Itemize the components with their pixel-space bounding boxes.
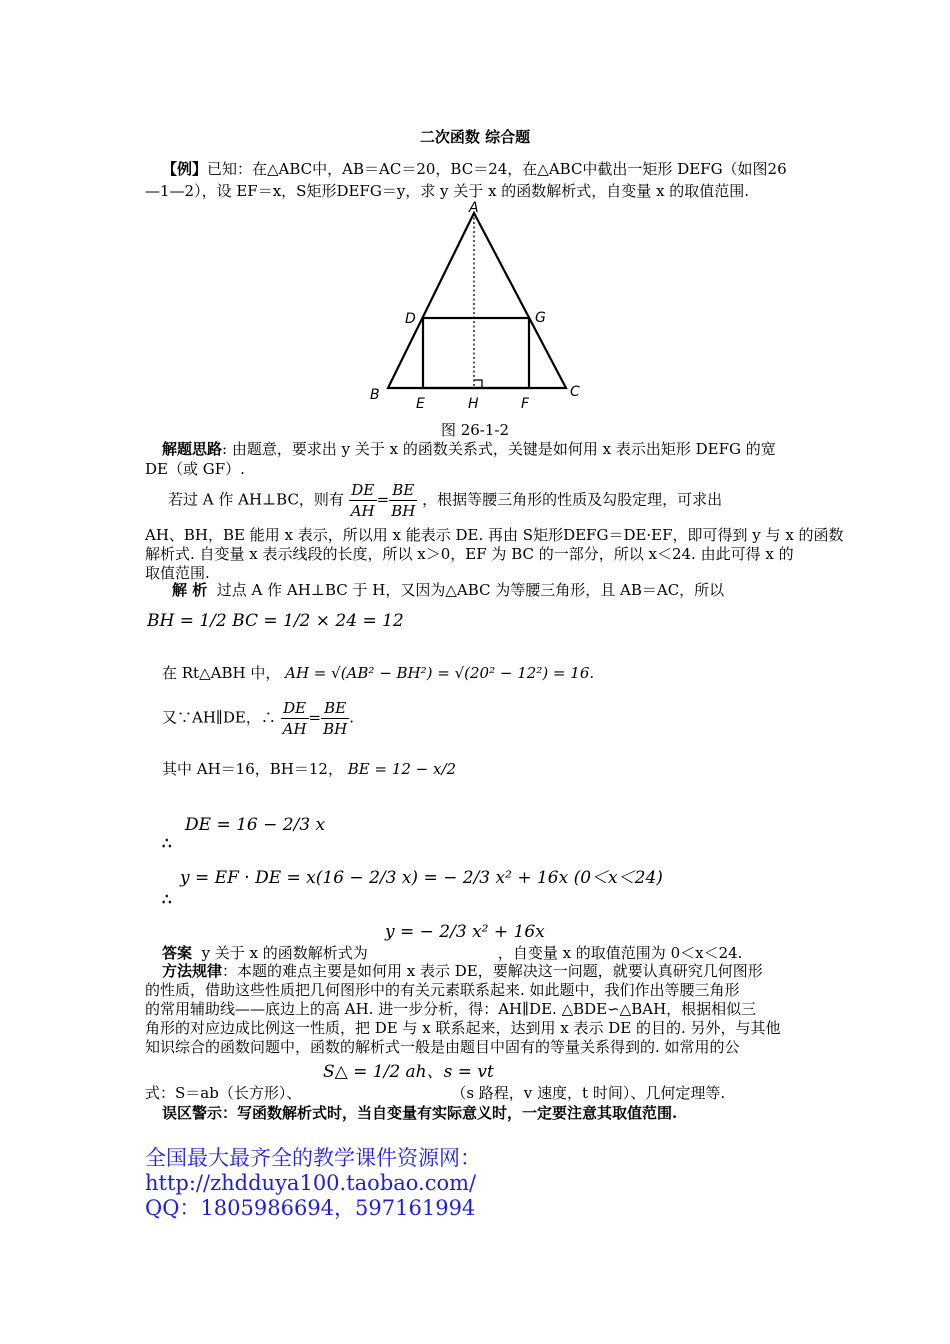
- be-equation: BE = 12 − x/2: [347, 760, 457, 778]
- label-b: B: [370, 387, 380, 403]
- example-line1: [162, 160, 787, 179]
- warning-line: [162, 1104, 677, 1123]
- y-equation: y = EF · DE = x(16 − 2/3 x) = − 2/3 x² + 16x (0＜x＜24): [180, 868, 663, 888]
- frac2-num-be: BE: [321, 698, 349, 719]
- fraction-de-ah-2: [281, 698, 309, 739]
- footer-link[interactable]: http://zhdduya100.taobao.com/: [145, 1171, 477, 1195]
- label-f: F: [521, 396, 530, 412]
- label-d: D: [405, 311, 416, 327]
- thinking-text-p2d: 取值范围.: [145, 564, 210, 582]
- footer-qq: QQ：1805986694，597161994: [145, 1196, 476, 1220]
- solution-label: 解 析: [172, 581, 208, 599]
- label-e: E: [416, 396, 425, 412]
- example-text-1: 已知：在△ABC中，AB＝AC＝20，BC＝24，在△ABC中截出一矩形 DEFG（如图26: [207, 160, 787, 178]
- thinking-text-p2c: 解析式. 自变量 x 表示线段的长度，所以 x＞0，EF 为 BC 的一部分，所以 x＜24. 由此可得 x 的: [145, 545, 794, 563]
- thinking-line1: [162, 440, 776, 459]
- right-angle-mark: [474, 380, 482, 388]
- thinking-text-1: : 由题意，要求出 y 关于 x 的函数关系式，关键是如何用 x 表示出矩形 DEFG 的宽: [222, 440, 776, 458]
- method-text-6b: （s 路程，v 速度，t 时间）、几何定理等.: [451, 1084, 726, 1102]
- figure-caption: 图 26-1-2: [440, 421, 510, 439]
- solution-line1: [172, 581, 724, 600]
- answer-formula: y = − 2/3 x² + 16x: [385, 922, 545, 942]
- answer-text-prefix: y 关于 x 的函数解析式为: [201, 944, 368, 962]
- rt-line: [162, 664, 594, 683]
- triangle-abc: [388, 213, 566, 388]
- warning-label: 误区警示：: [162, 1104, 238, 1122]
- thinking-p2-suffix: ，根据等腰三角形的性质及勾股定理，可求出: [422, 490, 723, 509]
- method-formula: S△ = 1/2 ah、s = vt: [323, 1062, 494, 1082]
- warning-text: 写函数解析式时，当自变量有实际意义时，一定要注意其取值范围.: [237, 1104, 678, 1122]
- fraction-be-bh-2: [321, 698, 349, 739]
- rt-prefix: 在 Rt△ABH 中，: [162, 664, 281, 682]
- page-title: 二次函数 综合题: [419, 128, 531, 146]
- method-text-6a: 式：S＝ab（长方形）、: [145, 1084, 302, 1102]
- parallel-line: 又∵AH∥DE，∴ $\frac{DE}{AH}$ = $\frac{BE}{BH}$ .: [162, 699, 354, 738]
- answer-line: [162, 944, 742, 963]
- label-a: A: [469, 200, 479, 216]
- method-text-1: ：本题的难点主要是如何用 x 表示 DE，要解决这一问题，就要认真研究几何图形: [222, 962, 763, 980]
- label-g: G: [535, 310, 546, 326]
- method-line6: [145, 1084, 725, 1103]
- thinking-ratio-line: 若过 A 作 AH⊥BC，则有 $\frac{DE}{AH}$ = $\frac{BE}{BH}$ ，根据等腰三角形的性质及勾股定理，可求出: [168, 481, 723, 520]
- footer-line1: 全国最大最齐全的教学课件资源网：: [145, 1146, 481, 1170]
- frac2-den-bh: BH: [323, 720, 348, 738]
- method-label: 方法规律: [162, 962, 223, 980]
- de-equation: DE = 16 − 2/3 x: [185, 815, 326, 835]
- frac-num-be: BE: [389, 480, 417, 501]
- frac-den-ah: AH: [350, 502, 375, 520]
- method-text-4: 角形的对应边成比例这一性质，把 DE 与 x 联系起来，达到用 x 表示 DE 的目的. 另外，与其他: [145, 1019, 781, 1037]
- thinking-text-2: DE（或 GF）.: [145, 460, 245, 478]
- geometry-figure: [360, 195, 600, 420]
- given-prefix: 其中 AH＝16，BH＝12，: [162, 760, 343, 778]
- rectangle-defg: [423, 318, 529, 388]
- label-c: C: [570, 384, 580, 400]
- ah-equation: AH = √(AB² − BH²) = √(20² − 12²) = 16.: [285, 664, 595, 682]
- method-text-5: 知识综合的函数问题中，函数的解析式一般是由题目中固有的等量关系得到的. 如常用的公: [145, 1038, 740, 1056]
- method-text-3: 的常用辅助线——底边上的高 AH. 进一步分析，得：AH∥DE. △BDE∽△BAH，根据相似三: [145, 1000, 757, 1018]
- frac-num-de: DE: [349, 480, 377, 501]
- parallel-prefix: 又∵AH∥DE，∴: [162, 708, 276, 727]
- method-line1: [162, 962, 763, 981]
- method-text-2: 的性质，借助这些性质把几何图形中的有关元素联系起来. 如此题中，我们作出等腰三角形: [145, 981, 740, 999]
- example-text-2: —1—2），设 EF＝x，S矩形DEFG＝y，求 y 关于 x 的函数解析式，自变量 x 的取值范围.: [145, 182, 750, 200]
- solution-text-1: 过点 A 作 AH⊥BC 于 H，又因为△ABC 为等腰三角形，且 AB＝AC，所以: [216, 581, 725, 599]
- thinking-label: 解题思路: [162, 440, 223, 458]
- frac2-den-ah: AH: [282, 720, 307, 738]
- answer-text-suffix: ，自变量 x 的取值范围为 0＜x＜24.: [497, 944, 743, 962]
- given-line: [162, 760, 456, 779]
- therefore-2: ∴: [162, 890, 172, 908]
- bh-equation: BH = 1/2 BC = 1/2 × 24 = 12: [147, 611, 404, 631]
- fraction-de-ah: [349, 480, 377, 521]
- thinking-p2-prefix: 若过 A 作 AH⊥BC，则有: [168, 490, 344, 509]
- frac-den-bh: BH: [391, 502, 416, 520]
- thinking-text-p2b: AH、BH，BE 能用 x 表示，所以用 x 能表示 DE. 再由 S矩形DEFG＝DE·EF，即可得到 y 与 x 的函数: [145, 526, 844, 544]
- label-h: H: [468, 396, 479, 412]
- frac2-num-de: DE: [281, 698, 309, 719]
- answer-label: 答案: [162, 944, 193, 962]
- therefore-1: ∴: [162, 834, 172, 852]
- example-label: 【例】: [162, 160, 208, 178]
- fraction-be-bh: [389, 480, 417, 521]
